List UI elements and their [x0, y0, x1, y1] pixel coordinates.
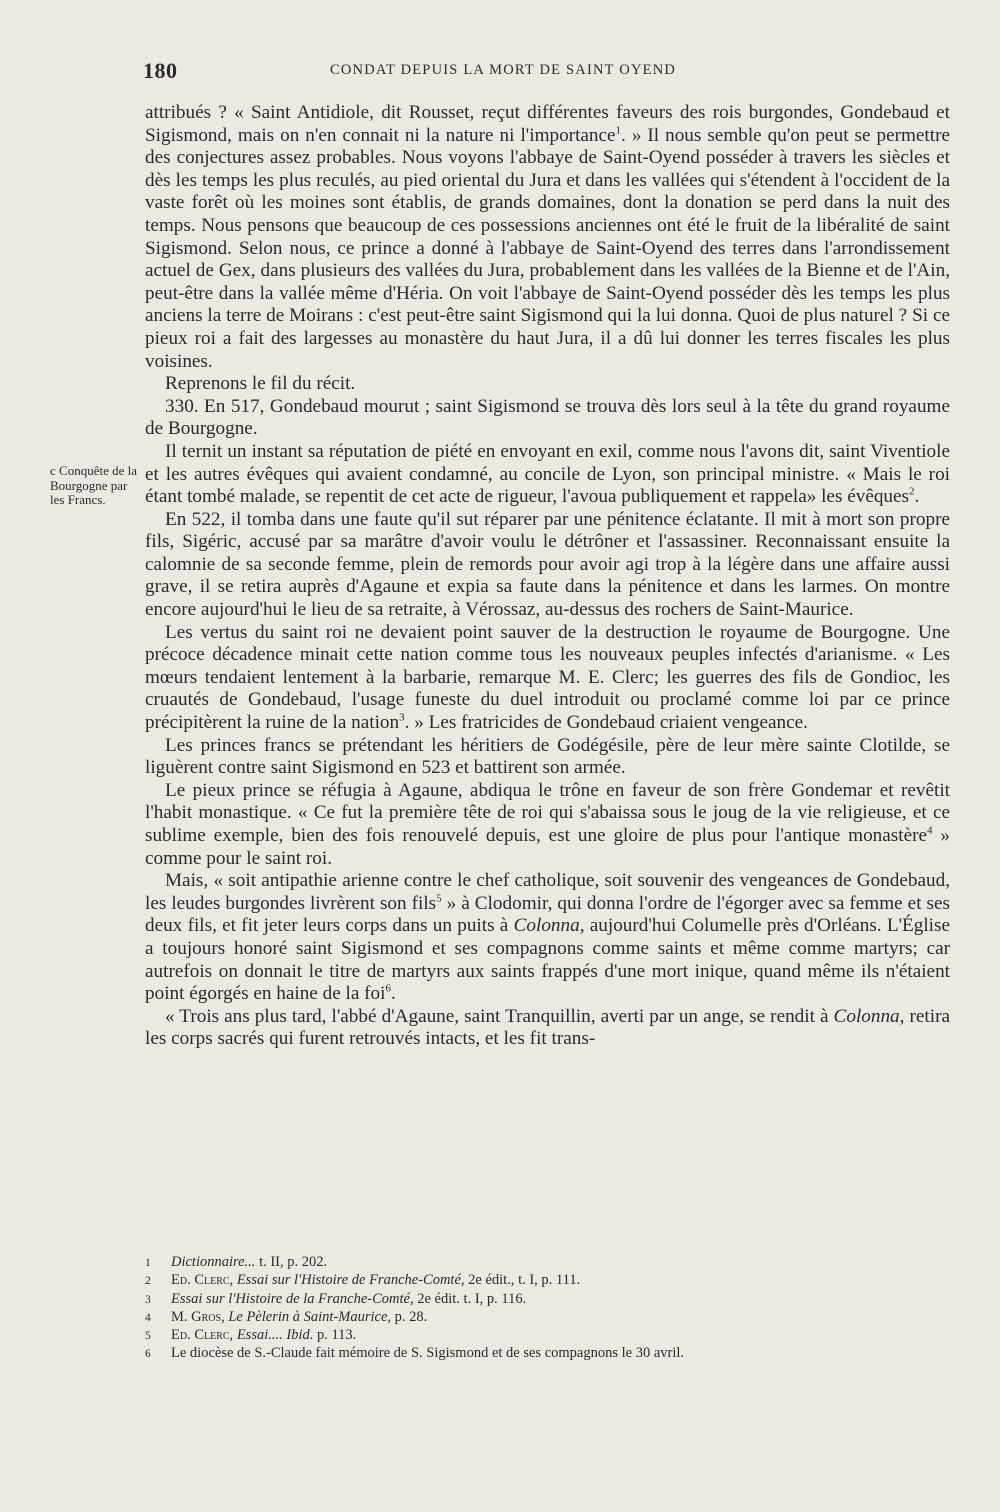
running-head: CONDAT DEPUIS LA MORT DE SAINT OYEND: [330, 62, 677, 78]
paragraph: Les princes francs se prétendant les héritiers de Godégésile, père de leur mère sainte Clotilde, se liguèrent contre saint Sigismond en 523 et battirent son armée.: [145, 734, 950, 779]
paragraph: Le pieux prince se réfugia à Agaune, abdiqua le trône en faveur de son frère Gondemar et revêtit l'habit monastique. « Ce fut la première tête de roi qui s'abaissa sous le joug de la vie religieuse, et ce sublime exemple, bien des fois renouvelé depuis, est une gloire de plus pour l'antique monastère$^4$ » comme pour le saint roi.: [145, 779, 950, 869]
page-number: 180: [143, 58, 178, 83]
footnote: 4 M. Gros, Le Pèlerin à Saint-Maurice, p. 28.: [145, 1308, 428, 1325]
footnote-ref: 4: [927, 824, 933, 837]
paragraph: En 522, il tomba dans une faute qu'il sut réparer par une pénitence éclatante. Il mit à mort son propre fils, Sigéric, accusé par sa marâtre d'avoir voulu le détrôner et l'assassiner. Reconnaissant ensuite la calomnie de sa seconde femme, plein de remords pour avoir agi trop à la légère dans une affaire aussi grave, il se retira auprès d'Agaune et expia sa faute dans la pénitence et dans les larmes. On montre encore aujourd'hui le lieu de sa retraite, à Vérossaz, au-dessus des rochers de Saint-Maurice.: [145, 508, 950, 621]
paragraph: Reprenons le fil du récit.: [165, 373, 356, 395]
footnote: 3 Essai sur l'Histoire de la Franche-Comté, 2e édit. t. I, p. 116.: [145, 1290, 527, 1307]
footnote-ref: 3: [399, 711, 405, 724]
footnote: 5 Ed. Clerc, Essai.... Ibid. p. 113.: [145, 1327, 357, 1344]
paragraph: Mais, « soit antipathie arienne contre le chef catholique, soit souvenir des vengeances de Gondebaud, les leudes burgondes livrèrent son fils$^5$ » à Clodomir, qui donna l'ordre de l'égorger avec sa femme et ses deux fils, et fit jeter leurs corps dans un puits à Colonna, aujourd'hui Columelle près d'Orléans. L'Église a toujours honoré saint Sigismond et ses compagnons comme saints et même comme martyrs; car autrefois on donnait le titre de martyrs aux saints frappés d'une mort inique, quand même ils n'étaient point égorgés en haine de la foi$^6$.: [145, 870, 950, 1005]
margin-note: c Conquête de la Bourgogne par les Francs.: [50, 463, 137, 507]
footnote-ref: 6: [385, 982, 391, 995]
footnote: 1 Dictionnaire... t. II, p. 202.: [145, 1254, 328, 1270]
footnote-ref: 5: [436, 892, 442, 905]
paragraph: Les vertus du saint roi ne devaient point sauver de la destruction le royaume de Bourgogne. Une précoce décadence minait cette nation comme tous les nouveaux peuples infectés d'arianisme. « Les mœurs tendaient lentement à la barbarie, remarque M. E. Clerc; les guerres des fils de Gondioc, les cruautés de Gondebaud, l'usage funeste du duel introduit ou proclamé comme loi par ce prince précipitèrent la ruine de la nation$^3$. » Les fratricides de Gondebaud criaient vengeance.: [145, 621, 950, 734]
footnote: 6 Le diocèse de S.-Claude fait mémoire de S. Sigismond et de ses compagnons le 30 avril.: [145, 1345, 685, 1362]
paragraph: « Trois ans plus tard, l'abbé d'Agaune, saint Tranquillin, averti par un ange, se rendit à Colonna, retira les corps sacrés qui furent retrouvés intacts, et les fit trans-: [145, 1005, 950, 1050]
footnotes: [145, 1254, 950, 1364]
footnote: 2 Ed. Clerc, Essai sur l'Histoire de Franche-Comté, 2e édit., t. I, p. 111.: [145, 1272, 581, 1289]
main-text: [145, 102, 950, 1051]
paragraph-numbered: 330. En 517, Gondebaud mourut ; saint Sigismond se trouva dès lors seul à la tête du grand royaume de Bourgogne.: [145, 395, 950, 440]
footnote-ref: 2: [909, 485, 915, 498]
paragraph: Il ternit un instant sa réputation de piété en envoyant en exil, comme nous l'avons dit, saint Viventiole et les autres évêques qui avaient condamné, au concile de Lyon, son principal ministre. « Mais le roi étant tombé malade, se repentit de cet acte de rigueur, l'avoua publiquement et rappela» les évêques$^2$.: [145, 440, 950, 508]
footnote-ref: 1: [615, 124, 622, 137]
paragraph: attribués ? « Saint Antidiole, dit Rousset, reçut différentes faveurs des rois burgondes, Gondebaud et Sigismond, mais on n'en connait ni la nature ni l'importance$^1$. » Il nous semble qu'on peut se permettre des conjectures assez probables. Nous voyons l'abbaye de Saint-Oyend posséder à travers les siècles et dès les temps les plus reculés, au pied oriental du Jura et dans les vallées qui s'étendent à l'occident de la vaste forêt où les moines sont établis, de grands domaines, dont la donation se perd dans la nuit des temps. Nous pensons que beaucoup de ces possessions anciennes ont été le fruit de la libéralité de saint Sigismond. Selon nous, ce prince a donné à l'abbaye de Saint-Oyend des terres dans l'arrondissement actuel de Gex, dans plusieurs des vallées du Jura, probablement dans les vallées de la Bienne et de l'Ain, peut-être dans la vallée même d'Héria. On voit l'abbaye de Saint-Oyend posséder dès les temps les plus anciens la terre de Moirans : c'est peut-être saint Sigismond qui la lui donna. Quoi de plus naturel ? Si ce pieux roi a fait des largesses au monastère du haut Jura, il a dû lui donner les terres fiscales les plus voisines.: [145, 102, 950, 372]
